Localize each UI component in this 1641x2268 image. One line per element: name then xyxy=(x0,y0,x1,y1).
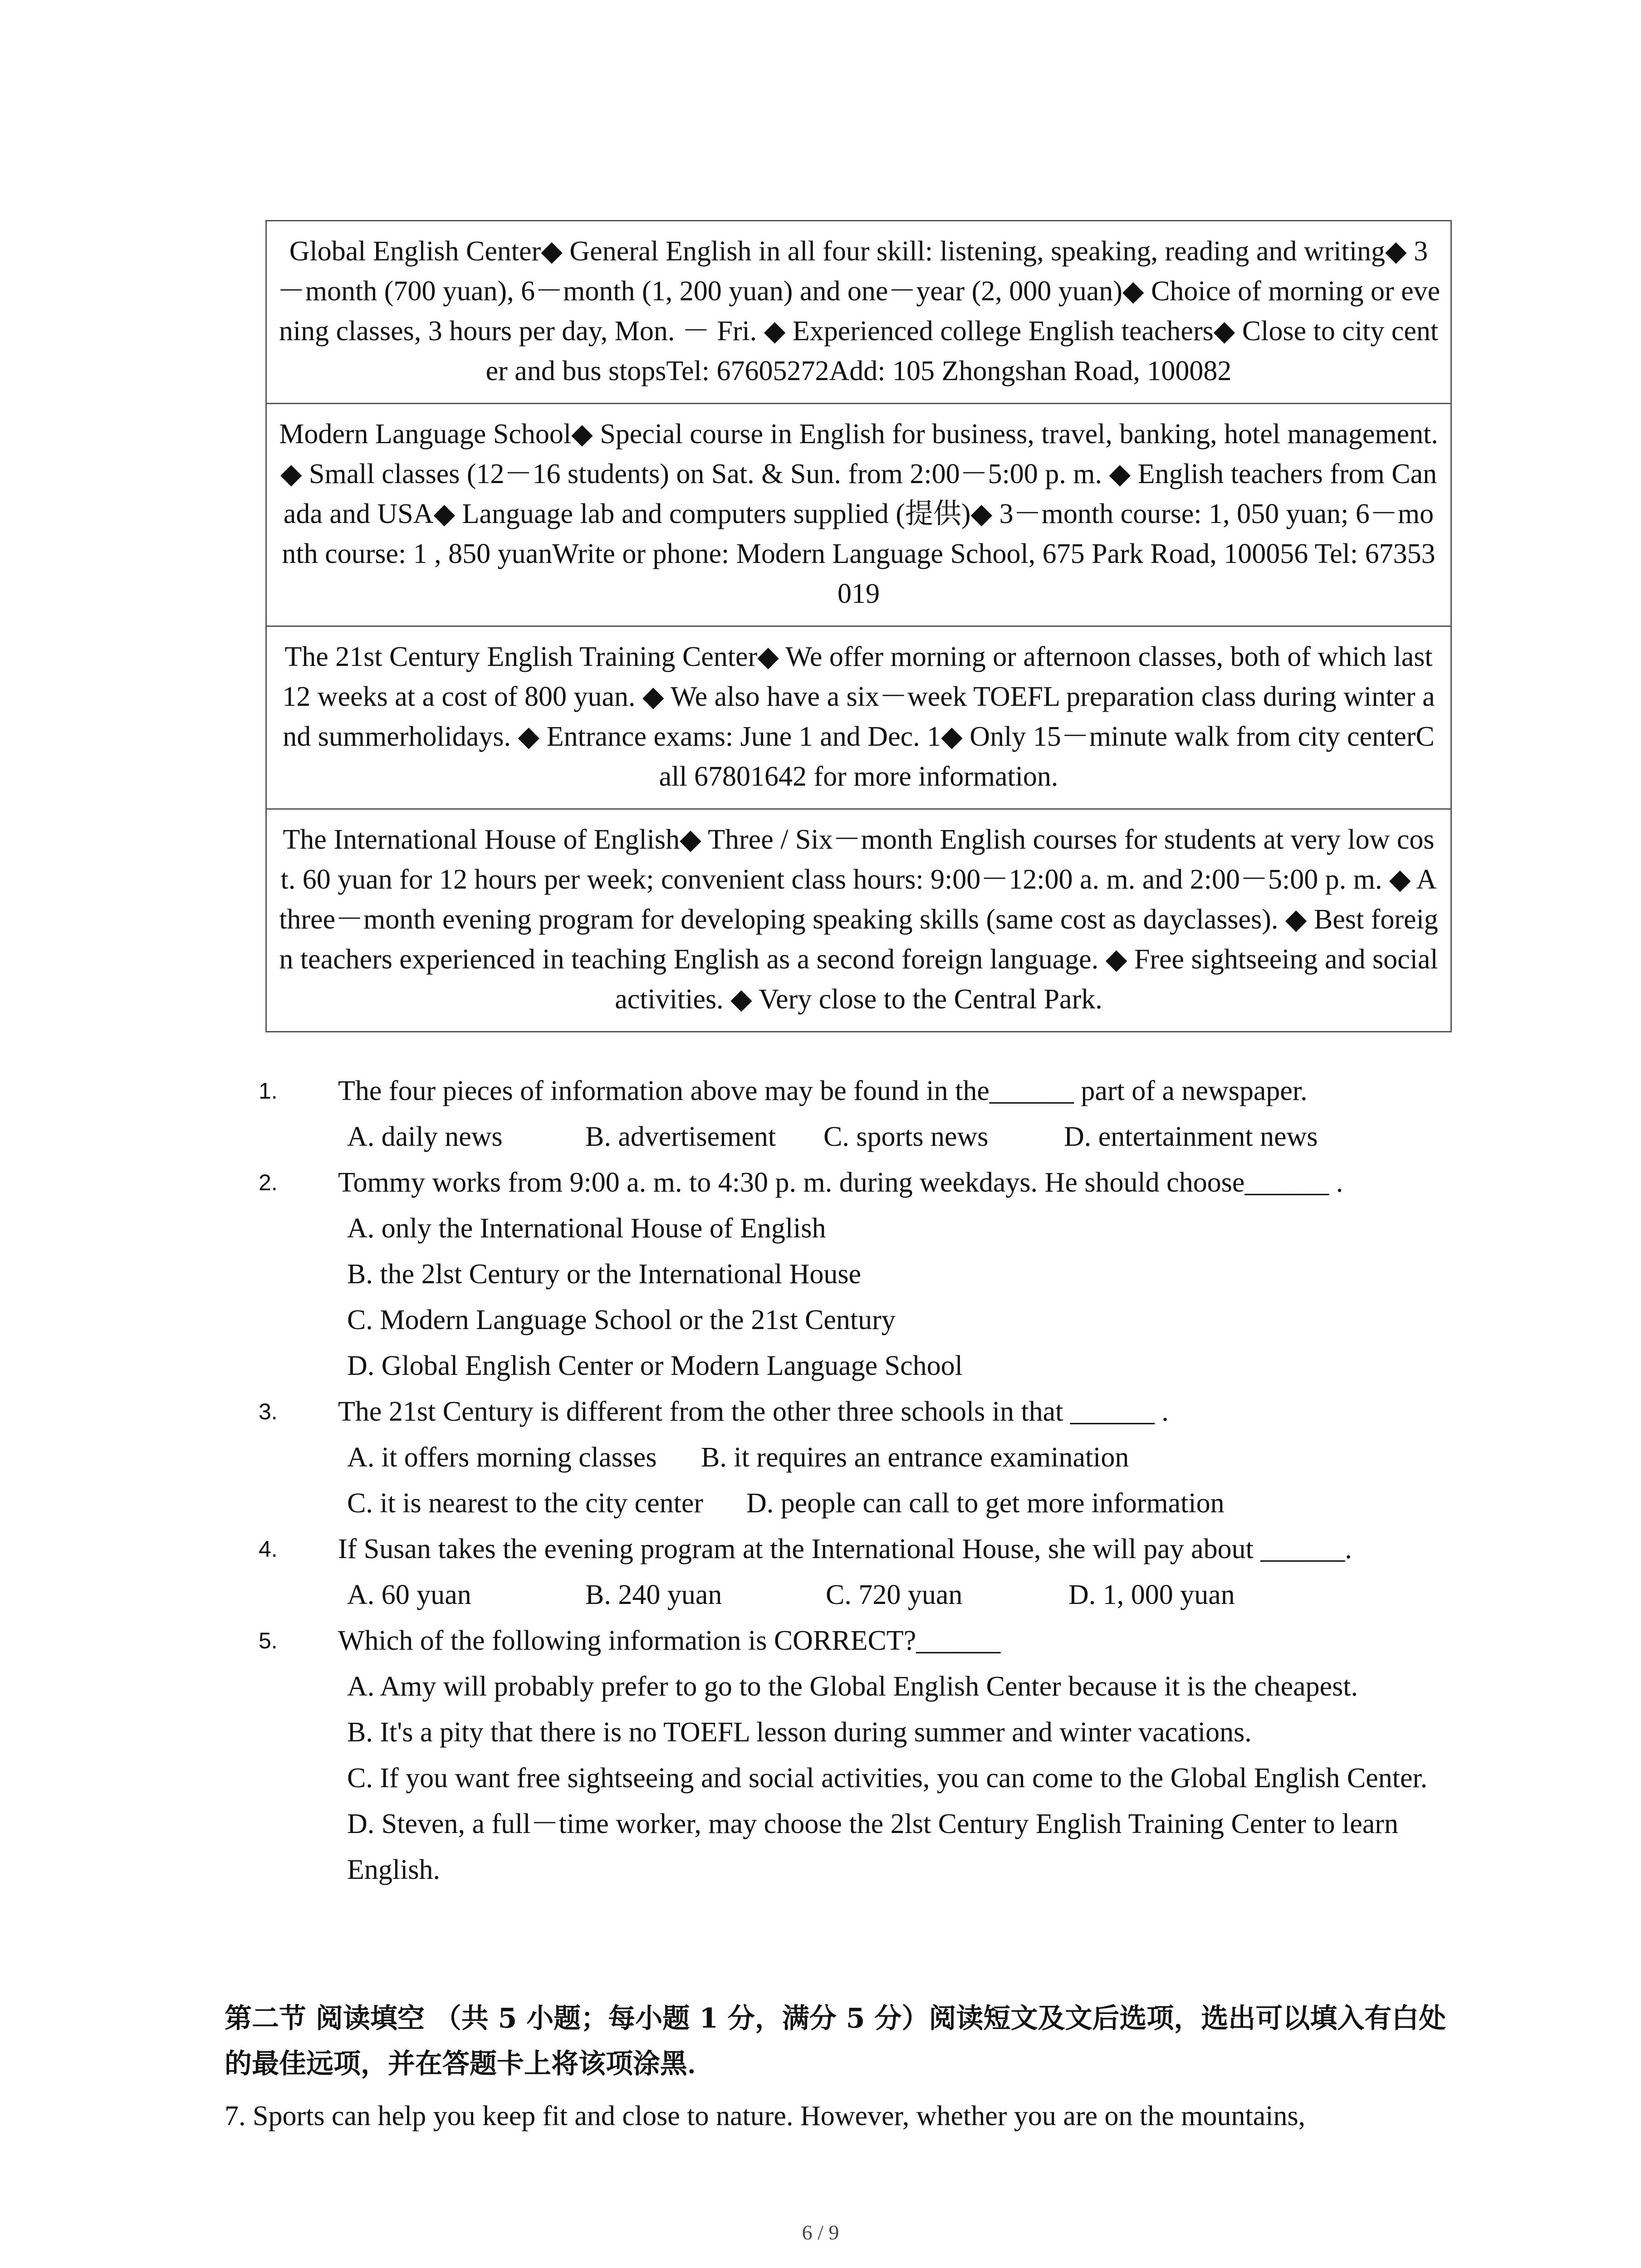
section-heading: 第二节 阅读填空 （共 5 小题；每小题 1 分，满分 5 分）阅读短文及文后选项，选出可以填入有白处的最佳远项，并在答题卡上将该项涂黑． xyxy=(225,2003,1446,2080)
question-2 xyxy=(259,1160,1484,1206)
question-stem: Which of the following information is CORRECT?______ xyxy=(338,1625,1001,1656)
question-number: 4. xyxy=(259,1536,278,1562)
option-row xyxy=(259,1435,1484,1481)
option-b: B. the 2lst Century or the International House xyxy=(347,1259,861,1290)
passage-text: 7. Sports can help you keep fit and close to nature. However, whether you are on the mountains, xyxy=(225,2101,1306,2131)
option-row xyxy=(259,1572,1484,1618)
question-4 xyxy=(259,1526,1484,1572)
option-d: D. people can call to get more information xyxy=(746,1488,1225,1519)
option-c: C. Modern Language School or the 21st Century xyxy=(347,1305,896,1335)
option-b: B. 240 yuan xyxy=(585,1579,722,1610)
option-c: C. If you want free sightseeing and social activities, you can come to the Global English Center. xyxy=(347,1763,1428,1794)
ad-21st-century-center: The 21st Century English Training Center◆ We offer morning or afternoon classes, both of which last 12 weeks at a cost of 800 yuan. ◆ We also have a six－week TOEFL preparation class during winter and summerholidays. ◆ Entrance exams: June 1 and Dec. 1◆ Only 15－minute walk from city centerCall 67801642 for more information. xyxy=(267,627,1450,810)
option-d: D. Steven, a full－time worker, may choose the 2lst Century English Training Center to learn English. xyxy=(347,1809,1398,1885)
ad-global-english-center: Global English Center◆ General English in all four skill: listening, speaking, reading and writing◆ 3－month (700 yuan), 6－month (1, 200 yuan) and one－year (2, 000 yuan)◆ Choice of morning or evening classes, 3 hours per day, Mon. － Fri. ◆ Experienced college English teachers◆ Close to city center and bus stopsTel: 67605272Add: 105 Zhongshan Road, 100082 xyxy=(267,221,1450,404)
option-row xyxy=(259,1114,1484,1160)
ad-modern-language-school: Modern Language School◆ Special course in English for business, travel, banking, hotel management. ◆ Small classes (12－16 students) on Sat. & Sun. from 2:00－5:00 p. m. ◆ English teachers from Canada and USA◆ Language lab and computers supplied (提供)◆ 3－month course: 1, 050 yuan; 6－month course: 1 , 850 yuanWrite or phone: Modern Language School, 675 Park Road, 100056 Tel: 67353019 xyxy=(267,404,1450,627)
page-number: 6 / 9 xyxy=(802,2221,839,2244)
question-number: 2. xyxy=(259,1170,278,1195)
option-b: B. it requires an entrance examination xyxy=(701,1442,1129,1473)
question-number: 5. xyxy=(259,1628,278,1653)
option-row xyxy=(259,1481,1484,1526)
option-a: A. daily news xyxy=(347,1121,503,1152)
option-a: A. Amy will probably prefer to go to the Global English Center because it is the cheapest. xyxy=(347,1671,1358,1702)
option-a: A. 60 yuan xyxy=(347,1579,471,1610)
option-d: D. 1, 000 yuan xyxy=(1068,1579,1235,1610)
option-a: A. it offers morning classes xyxy=(347,1442,657,1473)
question-3 xyxy=(259,1389,1484,1435)
question-1 xyxy=(259,1068,1484,1114)
question-number: 1. xyxy=(259,1078,278,1104)
question-list xyxy=(259,1068,1484,1893)
question-stem: If Susan takes the evening program at the International House, she will pay about ______. xyxy=(338,1534,1352,1564)
option-c: C. it is nearest to the city center xyxy=(347,1488,704,1519)
option-c: C. sports news xyxy=(823,1121,989,1152)
question-5 xyxy=(259,1618,1484,1664)
option-d: D. entertainment news xyxy=(1064,1121,1318,1152)
question-number: 3. xyxy=(259,1399,278,1424)
ads-table xyxy=(265,220,1452,1032)
option-a: A. only the International House of English xyxy=(347,1213,826,1244)
question-stem: Tommy works from 9:00 a. m. to 4:30 p. m. during weekdays. He should choose______ . xyxy=(338,1167,1343,1198)
option-b: B. It's a pity that there is no TOEFL lesson during summer and winter vacations. xyxy=(347,1717,1252,1748)
ad-international-house: The International House of English◆ Three / Six－month English courses for students at very low cost. 60 yuan for 12 hours per week; convenient class hours: 9:00－12:00 a. m. and 2:00－5:00 p. m. ◆ A three－month evening program for developing speaking skills (same cost as dayclasses). ◆ Best foreign teachers experienced in teaching English as a second foreign language. ◆ Free sightseeing and social activities. ◆ Very close to the Central Park. xyxy=(279,824,1438,1015)
question-stem: The 21st Century is different from the other three schools in that ______ . xyxy=(338,1396,1169,1427)
question-stem: The four pieces of information above may be found in the______ part of a newspaper. xyxy=(338,1075,1308,1106)
option-b: B. advertisement xyxy=(585,1121,776,1152)
option-c: C. 720 yuan xyxy=(826,1579,963,1610)
option-d: D. Global English Center or Modern Language School xyxy=(347,1350,963,1381)
